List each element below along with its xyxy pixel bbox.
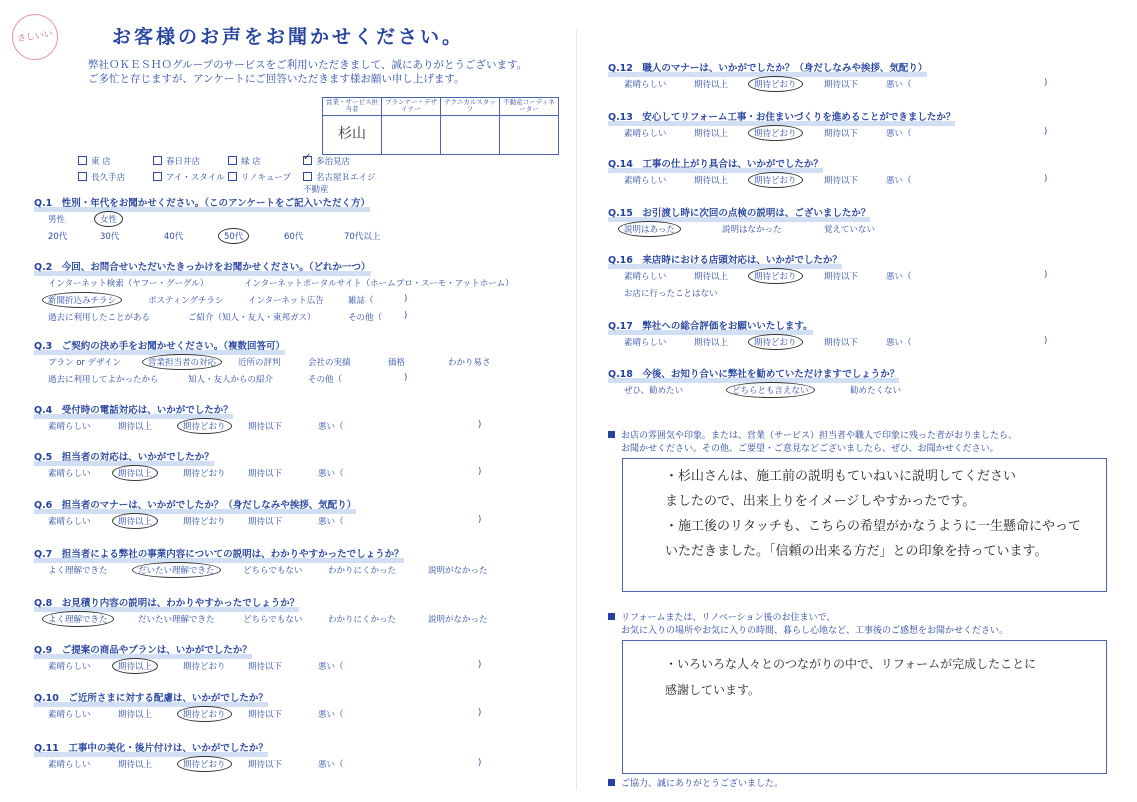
answer-option[interactable]: 近所の評判: [238, 358, 281, 368]
answer-option[interactable]: ): [478, 420, 482, 430]
square-bullet-icon: [608, 613, 615, 620]
answer-option[interactable]: インターネットポータルサイト（ホームプロ・スーモ・アットホーム）: [244, 279, 514, 289]
answer-option[interactable]: 知人・友人からの紹介: [188, 375, 274, 385]
answer-option[interactable]: 新聞折込みチラシ: [42, 292, 122, 308]
answer-option[interactable]: 30代: [100, 232, 120, 242]
staff-cell-technical[interactable]: [441, 116, 500, 155]
answer-option[interactable]: 期待以下: [248, 469, 283, 479]
answer-option[interactable]: 悪い（: [318, 760, 344, 770]
answer-option[interactable]: ): [404, 294, 408, 304]
left-question-label: Q.5 担当者の対応は、いかがでしたか？: [34, 449, 214, 463]
branch-option[interactable]: リノキューブ: [228, 171, 303, 195]
answer-option[interactable]: 説明がなかった: [428, 566, 488, 576]
comment-box-1[interactable]: [622, 458, 1107, 592]
answer-option[interactable]: 期待どおり: [177, 706, 232, 722]
answer-option[interactable]: 素晴らしい: [624, 338, 667, 348]
answer-option[interactable]: 説明はあった: [618, 221, 681, 237]
checkbox-icon: [153, 172, 162, 181]
comment-line: ましたので、出来上りをイメージしやすかったです。: [665, 494, 976, 509]
answer-option[interactable]: プラン or デザイン: [48, 358, 122, 368]
left-question-label: Q.4 受付時の電話対応は、いかがでしたか？: [34, 402, 233, 416]
left-question-label: Q.2 今回、お問合せいただいたきっかけをお聞かせください。（どれか一つ）: [34, 259, 371, 273]
answer-option[interactable]: 期待以下: [824, 80, 859, 90]
comment-line: 感謝しています。: [665, 683, 761, 697]
checkbox-icon: [153, 156, 162, 165]
answer-option[interactable]: 説明がなかった: [428, 615, 488, 625]
branch-checkboxes: [78, 152, 378, 199]
staff-cell-planner[interactable]: [382, 116, 441, 155]
answer-option[interactable]: ご紹介（知人・友人・東邦ガス）: [188, 313, 316, 323]
answer-option[interactable]: ): [1044, 78, 1048, 88]
answer-option[interactable]: 悪い（: [886, 338, 912, 348]
answer-option[interactable]: 期待以下: [824, 129, 859, 139]
answer-option[interactable]: 雑誌（: [348, 296, 374, 306]
answer-option[interactable]: 40代: [164, 232, 184, 242]
answer-option[interactable]: どちらでもない: [243, 566, 303, 576]
comment-section-2-prompt: リフォームまたは、リノベーション後のお住まいで、 お気に入りの場所やお気に入りの時間、暮らし心地など、工事後のご感想をお聞かせください。: [608, 612, 1008, 638]
comment-section-1-prompt: お店の雰囲気や印象。または、営業（サービス）担当者や職人で印象に残った者がおりましたら、 お聞かせください。その他、ご要望・ご意見などございましたら、ぜひ、お聞かせください。: [608, 430, 1017, 456]
answer-option[interactable]: 期待以上: [694, 176, 729, 186]
answer-option[interactable]: 期待どおり: [748, 76, 803, 92]
answer-option[interactable]: 過去に利用したことがある: [48, 313, 151, 323]
answer-option[interactable]: 期待以上: [112, 658, 158, 674]
checkbox-icon: [78, 172, 87, 181]
answer-option[interactable]: ): [404, 373, 408, 383]
answer-option[interactable]: 悪い（: [318, 517, 344, 527]
answer-option[interactable]: 期待以下: [248, 710, 283, 720]
answer-option[interactable]: 期待どおり: [177, 756, 232, 772]
answer-option[interactable]: よく理解できた: [42, 611, 114, 627]
answer-option[interactable]: 女性: [94, 211, 123, 227]
left-question-label: Q.7 担当者による弊社の事業内容についての説明は、わかりやすかったでしょうか？: [34, 546, 404, 560]
checkbox-icon: [228, 172, 237, 181]
answer-option[interactable]: その他（: [308, 375, 343, 385]
checkbox-icon: [228, 156, 237, 165]
answer-option[interactable]: ): [478, 660, 482, 670]
answer-option[interactable]: わかりにくかった: [328, 615, 397, 625]
answer-option[interactable]: ): [478, 708, 482, 718]
answer-option[interactable]: 営業担当者の対応: [142, 354, 222, 370]
answer-option[interactable]: 素晴らしい: [48, 662, 91, 672]
answer-option[interactable]: 期待以下: [248, 422, 283, 432]
answer-option[interactable]: 期待以上: [118, 422, 153, 432]
right-question-label: Q.18 今後、お知り合いに弊社を勧めていただけますでしょうか？: [608, 366, 899, 380]
answer-option[interactable]: 期待どおり: [748, 268, 803, 284]
answer-option[interactable]: 素晴らしい: [48, 760, 91, 770]
closing-message: ご協力、誠にありがとうございました。: [608, 778, 783, 791]
answer-option[interactable]: 勧めたくない: [850, 386, 902, 396]
answer-option[interactable]: 期待どおり: [748, 334, 803, 350]
staff-header-realestate: 不動産コーディネーター: [500, 98, 559, 116]
answer-option[interactable]: 素晴らしい: [624, 272, 667, 282]
answer-option[interactable]: 期待以上: [118, 760, 153, 770]
answer-option[interactable]: お店に行ったことはない: [624, 289, 718, 299]
answer-option[interactable]: 悪い（: [318, 662, 344, 672]
answer-option[interactable]: 期待以下: [248, 760, 283, 770]
branch-option[interactable]: アイ・スタイル: [153, 171, 228, 195]
right-question-label: Q.17 弊社への総合評価をお願いいたします。: [608, 318, 813, 332]
answer-option[interactable]: 期待以上: [694, 80, 729, 90]
staff-header-technical: テクニカルスタッフ: [441, 98, 500, 116]
answer-option[interactable]: よく理解できた: [48, 566, 108, 576]
answer-option[interactable]: 悪い（: [886, 129, 912, 139]
answer-option[interactable]: 会社の実績: [308, 358, 351, 368]
answer-option[interactable]: 70代以上: [344, 232, 381, 242]
answer-option[interactable]: 悪い（: [318, 422, 344, 432]
answer-option[interactable]: 説明はなかった: [722, 225, 782, 235]
page-title: お客様のお声をお聞かせください。: [112, 26, 465, 48]
comment-line: ・施工後のリタッチも、こちらの希望がかなうように一生懸命にやって: [665, 519, 1082, 534]
right-question-label: Q.16 来店時における店頭対応は、いかがでしたか？: [608, 252, 842, 266]
comment-line: ・いろいろな人々とのつながりの中で、リフォームが完成したことに: [665, 657, 1037, 671]
left-question-label: Q.9 ご提案の商品やプランは、いかがでしたか？: [34, 642, 252, 656]
answer-option[interactable]: わかり易さ: [448, 358, 491, 368]
branch-option[interactable]: 長久手店: [78, 171, 153, 195]
answer-option[interactable]: 期待以上: [118, 710, 153, 720]
comment-box-2[interactable]: [622, 640, 1107, 774]
comment-line: ・杉山さんは、施工前の説明もていねいに説明してください: [665, 469, 1017, 484]
answer-option[interactable]: どちらとも言えない: [726, 382, 815, 398]
staff-signature: 杉山: [338, 126, 366, 142]
left-question-label: Q.1 性別・年代をお聞かせください。（このアンケートをご記入いただく方）: [34, 195, 370, 209]
answer-option[interactable]: 素晴らしい: [48, 422, 91, 432]
answer-option[interactable]: 素晴らしい: [624, 176, 667, 186]
answer-option[interactable]: ): [478, 467, 482, 477]
staff-header-sales: 営業・サービス担当者: [323, 98, 382, 116]
answer-option[interactable]: インターネット検索（ヤフー・グーグル）: [48, 279, 209, 289]
answer-option[interactable]: 期待以下: [248, 662, 283, 672]
answer-option[interactable]: 期待以下: [824, 176, 859, 186]
answer-option[interactable]: 悪い（: [886, 272, 912, 282]
answer-option[interactable]: 期待どおり: [183, 662, 226, 672]
page-divider: [576, 30, 577, 790]
answer-option[interactable]: 男性: [48, 215, 66, 225]
comment-line: いただきました。「信頼の出来る方だ」との印象を持っています。: [665, 544, 1048, 559]
right-question-label: Q.13 安心してリフォーム工事・お住まいづくりを進めることができましたか？: [608, 109, 955, 123]
left-question-label: Q.11 工事中の美化・後片付けは、いかがでしたか？: [34, 740, 268, 754]
answer-option[interactable]: だいたい理解できた: [138, 615, 215, 625]
intro-text: [88, 58, 527, 86]
left-question-label: Q.3 ご契約の決め手をお聞かせください。（複数回答可）: [34, 338, 285, 352]
answer-option[interactable]: 期待以上: [694, 129, 729, 139]
answer-option[interactable]: 50代: [218, 228, 249, 244]
branch-option[interactable]: 春日井店: [153, 155, 228, 167]
answer-option[interactable]: ): [1044, 336, 1048, 346]
answer-option[interactable]: どちらでもない: [243, 615, 303, 625]
right-question-label: Q.14 工事の仕上がり具合は、いかがでしたか？: [608, 156, 823, 170]
answer-option[interactable]: 期待以上: [112, 465, 158, 481]
left-question-label: Q.10 ご近所さまに対する配慮は、いかがでしたか？: [34, 690, 268, 704]
answer-option[interactable]: 素晴らしい: [48, 710, 91, 720]
answer-option[interactable]: 素晴らしい: [48, 517, 91, 527]
answer-option[interactable]: ぜひ、勧めたい: [624, 386, 684, 396]
staff-table: [322, 97, 559, 155]
answer-option[interactable]: わかりにくかった: [328, 566, 397, 576]
staff-cell-realestate[interactable]: [500, 116, 559, 155]
branch-option[interactable]: 名古屋Ｒエイジ不動産: [303, 173, 376, 195]
square-bullet-icon: [608, 779, 615, 786]
checked-checkbox-icon: ✓: [303, 152, 312, 163]
answer-option[interactable]: ): [478, 515, 482, 525]
answer-option[interactable]: 素晴らしい: [48, 469, 91, 479]
intro-line-2: ご多忙と存じますが、アンケートにご回答いただきます様お願い申し上げます。: [88, 73, 465, 85]
answer-option[interactable]: 価格: [388, 358, 406, 368]
answer-option[interactable]: ): [478, 758, 482, 768]
answer-option[interactable]: 素晴らしい: [624, 129, 667, 139]
answer-option[interactable]: 悪い（: [318, 469, 344, 479]
answer-option[interactable]: ): [1044, 270, 1048, 280]
answer-option[interactable]: 過去に利用してよかったから: [48, 375, 159, 385]
answer-option[interactable]: 素晴らしい: [624, 80, 667, 90]
left-question-label: Q.8 お見積り内容の説明は、わかりやすかったでしょうか？: [34, 595, 299, 609]
branch-option-checked[interactable]: ✓ 多治見店: [303, 152, 351, 167]
intro-line-1: 弊社ＯＫＥＳＨＯグループのサービスをご利用いただきまして、誠にありがとうございます。: [88, 59, 528, 71]
answer-option[interactable]: 60代: [284, 232, 304, 242]
answer-option[interactable]: 期待どおり: [748, 172, 803, 188]
square-bullet-icon: [608, 431, 615, 438]
staff-cell-sales[interactable]: [323, 116, 382, 155]
right-question-label: Q.12 職人のマナーは、いかがでしたか？（身だしなみや挨拶、気配り）: [608, 60, 927, 74]
left-question-label: Q.6 担当者のマナーは、いかがでしたか？（身だしなみや挨拶、気配り）: [34, 497, 356, 511]
checkbox-icon: [303, 172, 312, 181]
answer-option[interactable]: 期待どおり: [177, 418, 232, 434]
answer-option[interactable]: 覚えていない: [824, 225, 876, 235]
answer-option[interactable]: 20代: [48, 232, 68, 242]
answer-option[interactable]: ): [404, 311, 408, 321]
answer-option[interactable]: 期待以下: [824, 338, 859, 348]
answer-option[interactable]: 期待以下: [248, 517, 283, 527]
answer-option[interactable]: 期待どおり: [183, 517, 226, 527]
branch-option[interactable]: 緑 店: [228, 155, 303, 167]
answer-option[interactable]: ): [1044, 127, 1048, 137]
answer-option[interactable]: 悪い（: [886, 176, 912, 186]
answer-option[interactable]: 期待どおり: [748, 125, 803, 141]
staff-header-planner: プランナー・デザイナー: [382, 98, 441, 116]
answer-option[interactable]: 期待以上: [112, 513, 158, 529]
answer-option[interactable]: その他（: [348, 313, 383, 323]
check-stamp: さしいい: [9, 11, 61, 63]
answer-option[interactable]: 期待以上: [694, 272, 729, 282]
branch-option[interactable]: 東 店: [78, 155, 153, 167]
right-question-label: Q.15 お引渡し時に次回の点検の説明は、ございましたか？: [608, 205, 870, 219]
answer-option[interactable]: だいたい理解できた: [132, 562, 221, 578]
answer-option[interactable]: ポスティングチラシ: [148, 296, 224, 306]
answer-option[interactable]: 期待以上: [694, 338, 729, 348]
checkbox-icon: [78, 156, 87, 165]
answer-option[interactable]: 悪い（: [318, 710, 344, 720]
answer-option[interactable]: 期待以下: [824, 272, 859, 282]
answer-option[interactable]: インターネット広告: [248, 296, 324, 306]
answer-option[interactable]: ): [1044, 174, 1048, 184]
answer-option[interactable]: 期待どおり: [183, 469, 226, 479]
answer-option[interactable]: 悪い（: [886, 80, 912, 90]
